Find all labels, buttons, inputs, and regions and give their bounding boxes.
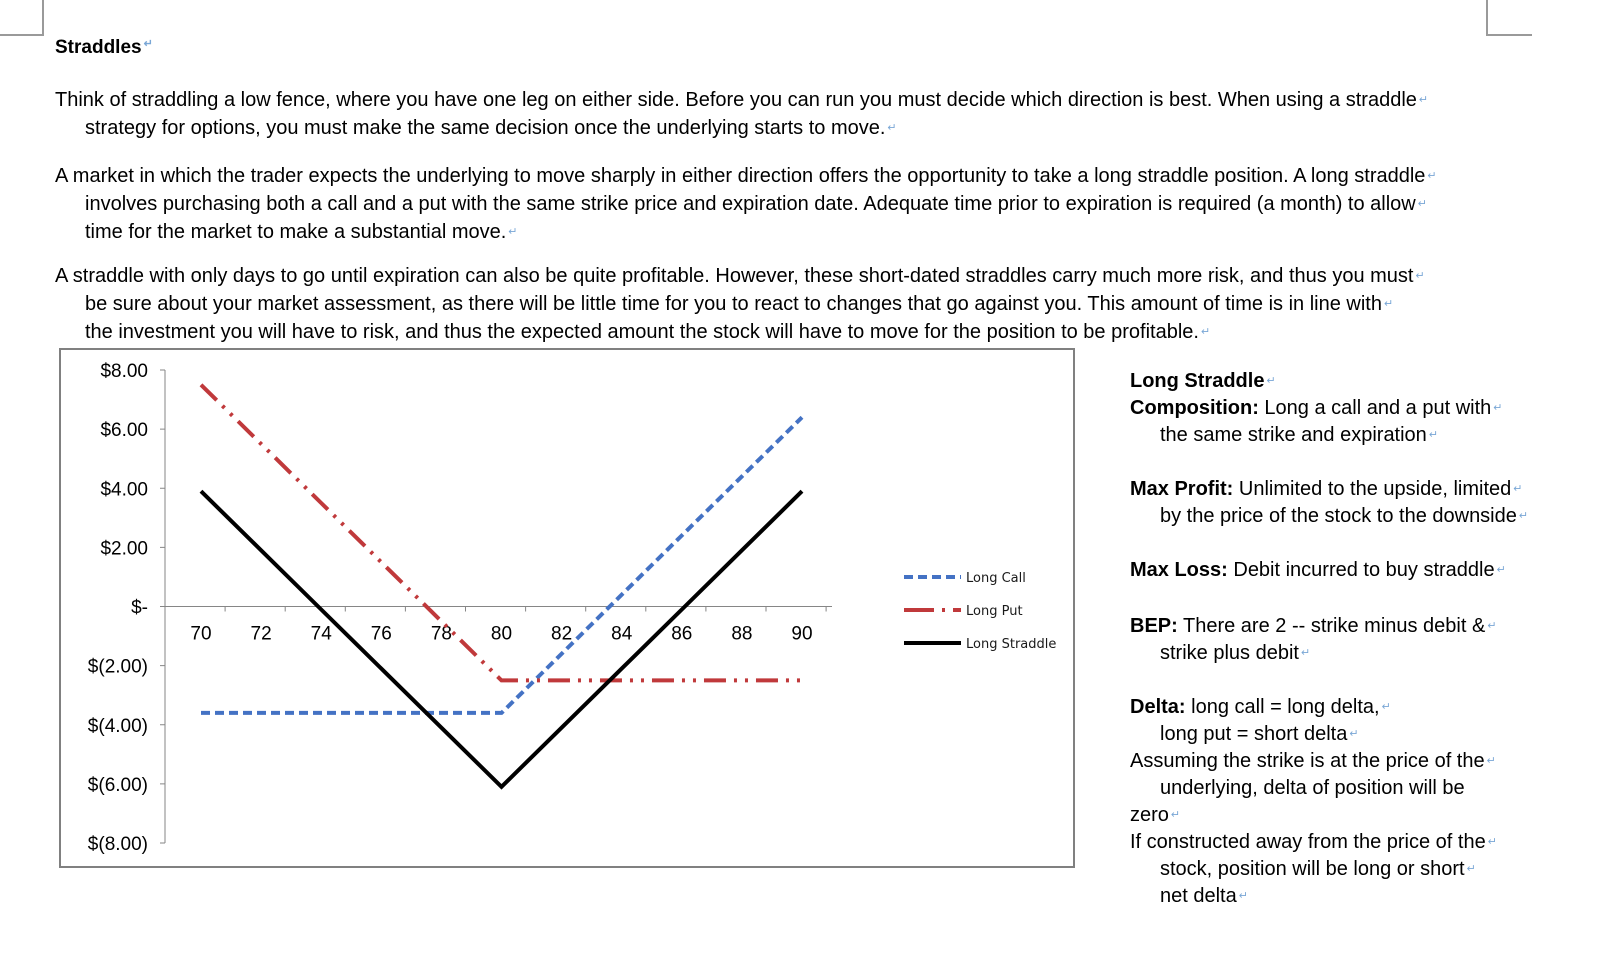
paragraph-fence-analogy: [55, 86, 1585, 142]
paragraph-line: strategy for options, you must make the same decision once the underlying starts to move. ↵: [55, 114, 1585, 142]
paragraph-short-dated: [55, 262, 1585, 346]
payoff-chart-svg: [61, 350, 1073, 866]
y-tick-label: $2.00: [100, 538, 148, 560]
assume-line-1: Assuming the strike is at the price of the ↵: [1130, 748, 1570, 775]
x-tick-label: 74: [310, 623, 332, 645]
bep-line: BEP: There are 2 -- strike minus debit & ↵: [1130, 613, 1570, 640]
y-tick-label: $(4.00): [87, 715, 148, 737]
page-corner-mark-left: [0, 0, 44, 36]
y-tick-label: $(2.00): [87, 656, 148, 678]
delta-line-2: long put = short delta ↵: [1130, 721, 1570, 748]
paragraph-long-straddle: [55, 162, 1585, 246]
composition-label: Composition:: [1130, 397, 1259, 419]
summary-title: Long Straddle ↵: [1130, 368, 1570, 395]
away-line-2: stock, position will be long or short ↵: [1130, 856, 1570, 883]
paragraph-line: time for the market to make a substantial move. ↵: [55, 218, 1585, 246]
x-tick-label: 80: [490, 623, 513, 645]
long-straddle-summary: [1130, 368, 1570, 910]
x-tick-label: 90: [791, 623, 813, 645]
max-loss-line: Max Loss: Debit incurred to buy straddle ↵: [1130, 557, 1570, 584]
page-corner-mark-right: [1486, 0, 1532, 36]
delta-label: Delta:: [1130, 696, 1186, 718]
composition-line: Composition: Long a call and a put with ↵: [1130, 395, 1570, 422]
away-line-1: If constructed away from the price of the ↵: [1130, 829, 1570, 856]
assume-line-3: zero ↵: [1130, 802, 1570, 829]
paragraph-line: the investment you will have to risk, and thus the expected amount the stock will have to move for the position to be profitable. ↵: [55, 318, 1585, 346]
x-tick-label: 88: [731, 623, 753, 645]
x-tick-label: 82: [551, 623, 573, 645]
paragraph-line: be sure about your market assessment, as there will be little time for you to react to changes that go against you. This amount of time is in line with ↵: [55, 290, 1585, 318]
legend-label: Long Call: [966, 571, 1026, 586]
bep-label: BEP:: [1130, 615, 1178, 637]
bep-line-2: strike plus debit ↵: [1130, 640, 1570, 667]
max-loss-label: Max Loss:: [1130, 559, 1228, 581]
away-line-3: net delta ↵: [1130, 883, 1570, 910]
x-tick-label: 78: [430, 623, 452, 645]
delta-line: Delta: long call = long delta, ↵: [1130, 694, 1570, 721]
paragraph-line: involves purchasing both a call and a put with the same strike price and expiration date. Adequate time prior to expiration is required (a month) to allow ↵: [55, 190, 1585, 218]
composition-line-2: the same strike and expiration ↵: [1130, 422, 1570, 449]
y-tick-label: $4.00: [100, 479, 148, 501]
payoff-chart: [59, 348, 1075, 868]
max-profit-line: Max Profit: Unlimited to the upside, limited ↵: [1130, 476, 1570, 503]
paragraph-line: Think of straddling a low fence, where you have one leg on either side. Before you can run you must decide which direction is best. When using a straddle ↵: [55, 86, 1585, 114]
assume-line-2: underlying, delta of position will be: [1160, 777, 1465, 799]
paragraph-line: A straddle with only days to go until expiration can also be quite profitable. However, these short-dated straddles carry much more risk, and thus you must ↵: [55, 262, 1585, 290]
x-tick-label: 84: [611, 623, 633, 645]
x-tick-label: 86: [671, 623, 693, 645]
legend-label: Long Put: [966, 604, 1023, 619]
x-tick-label: 70: [190, 623, 212, 645]
y-tick-label: $(8.00): [87, 834, 148, 855]
series-line-long-call: [201, 417, 802, 713]
max-profit-label: Max Profit:: [1130, 478, 1234, 500]
y-tick-label: $-: [131, 597, 148, 619]
section-heading: Straddles ↵: [55, 37, 153, 59]
x-tick-label: 72: [250, 623, 272, 645]
paragraph-line: A market in which the trader expects the underlying to move sharply in either direction offers the opportunity to take a long straddle position. A long straddle ↵: [55, 162, 1585, 190]
legend-label: Long Straddle: [966, 637, 1057, 652]
y-tick-label: $(6.00): [87, 774, 148, 796]
y-tick-label: $6.00: [100, 420, 148, 442]
max-profit-line-2: by the price of the stock to the downside ↵: [1130, 503, 1570, 530]
y-tick-label: $8.00: [100, 361, 148, 382]
x-tick-label: 76: [370, 623, 392, 645]
